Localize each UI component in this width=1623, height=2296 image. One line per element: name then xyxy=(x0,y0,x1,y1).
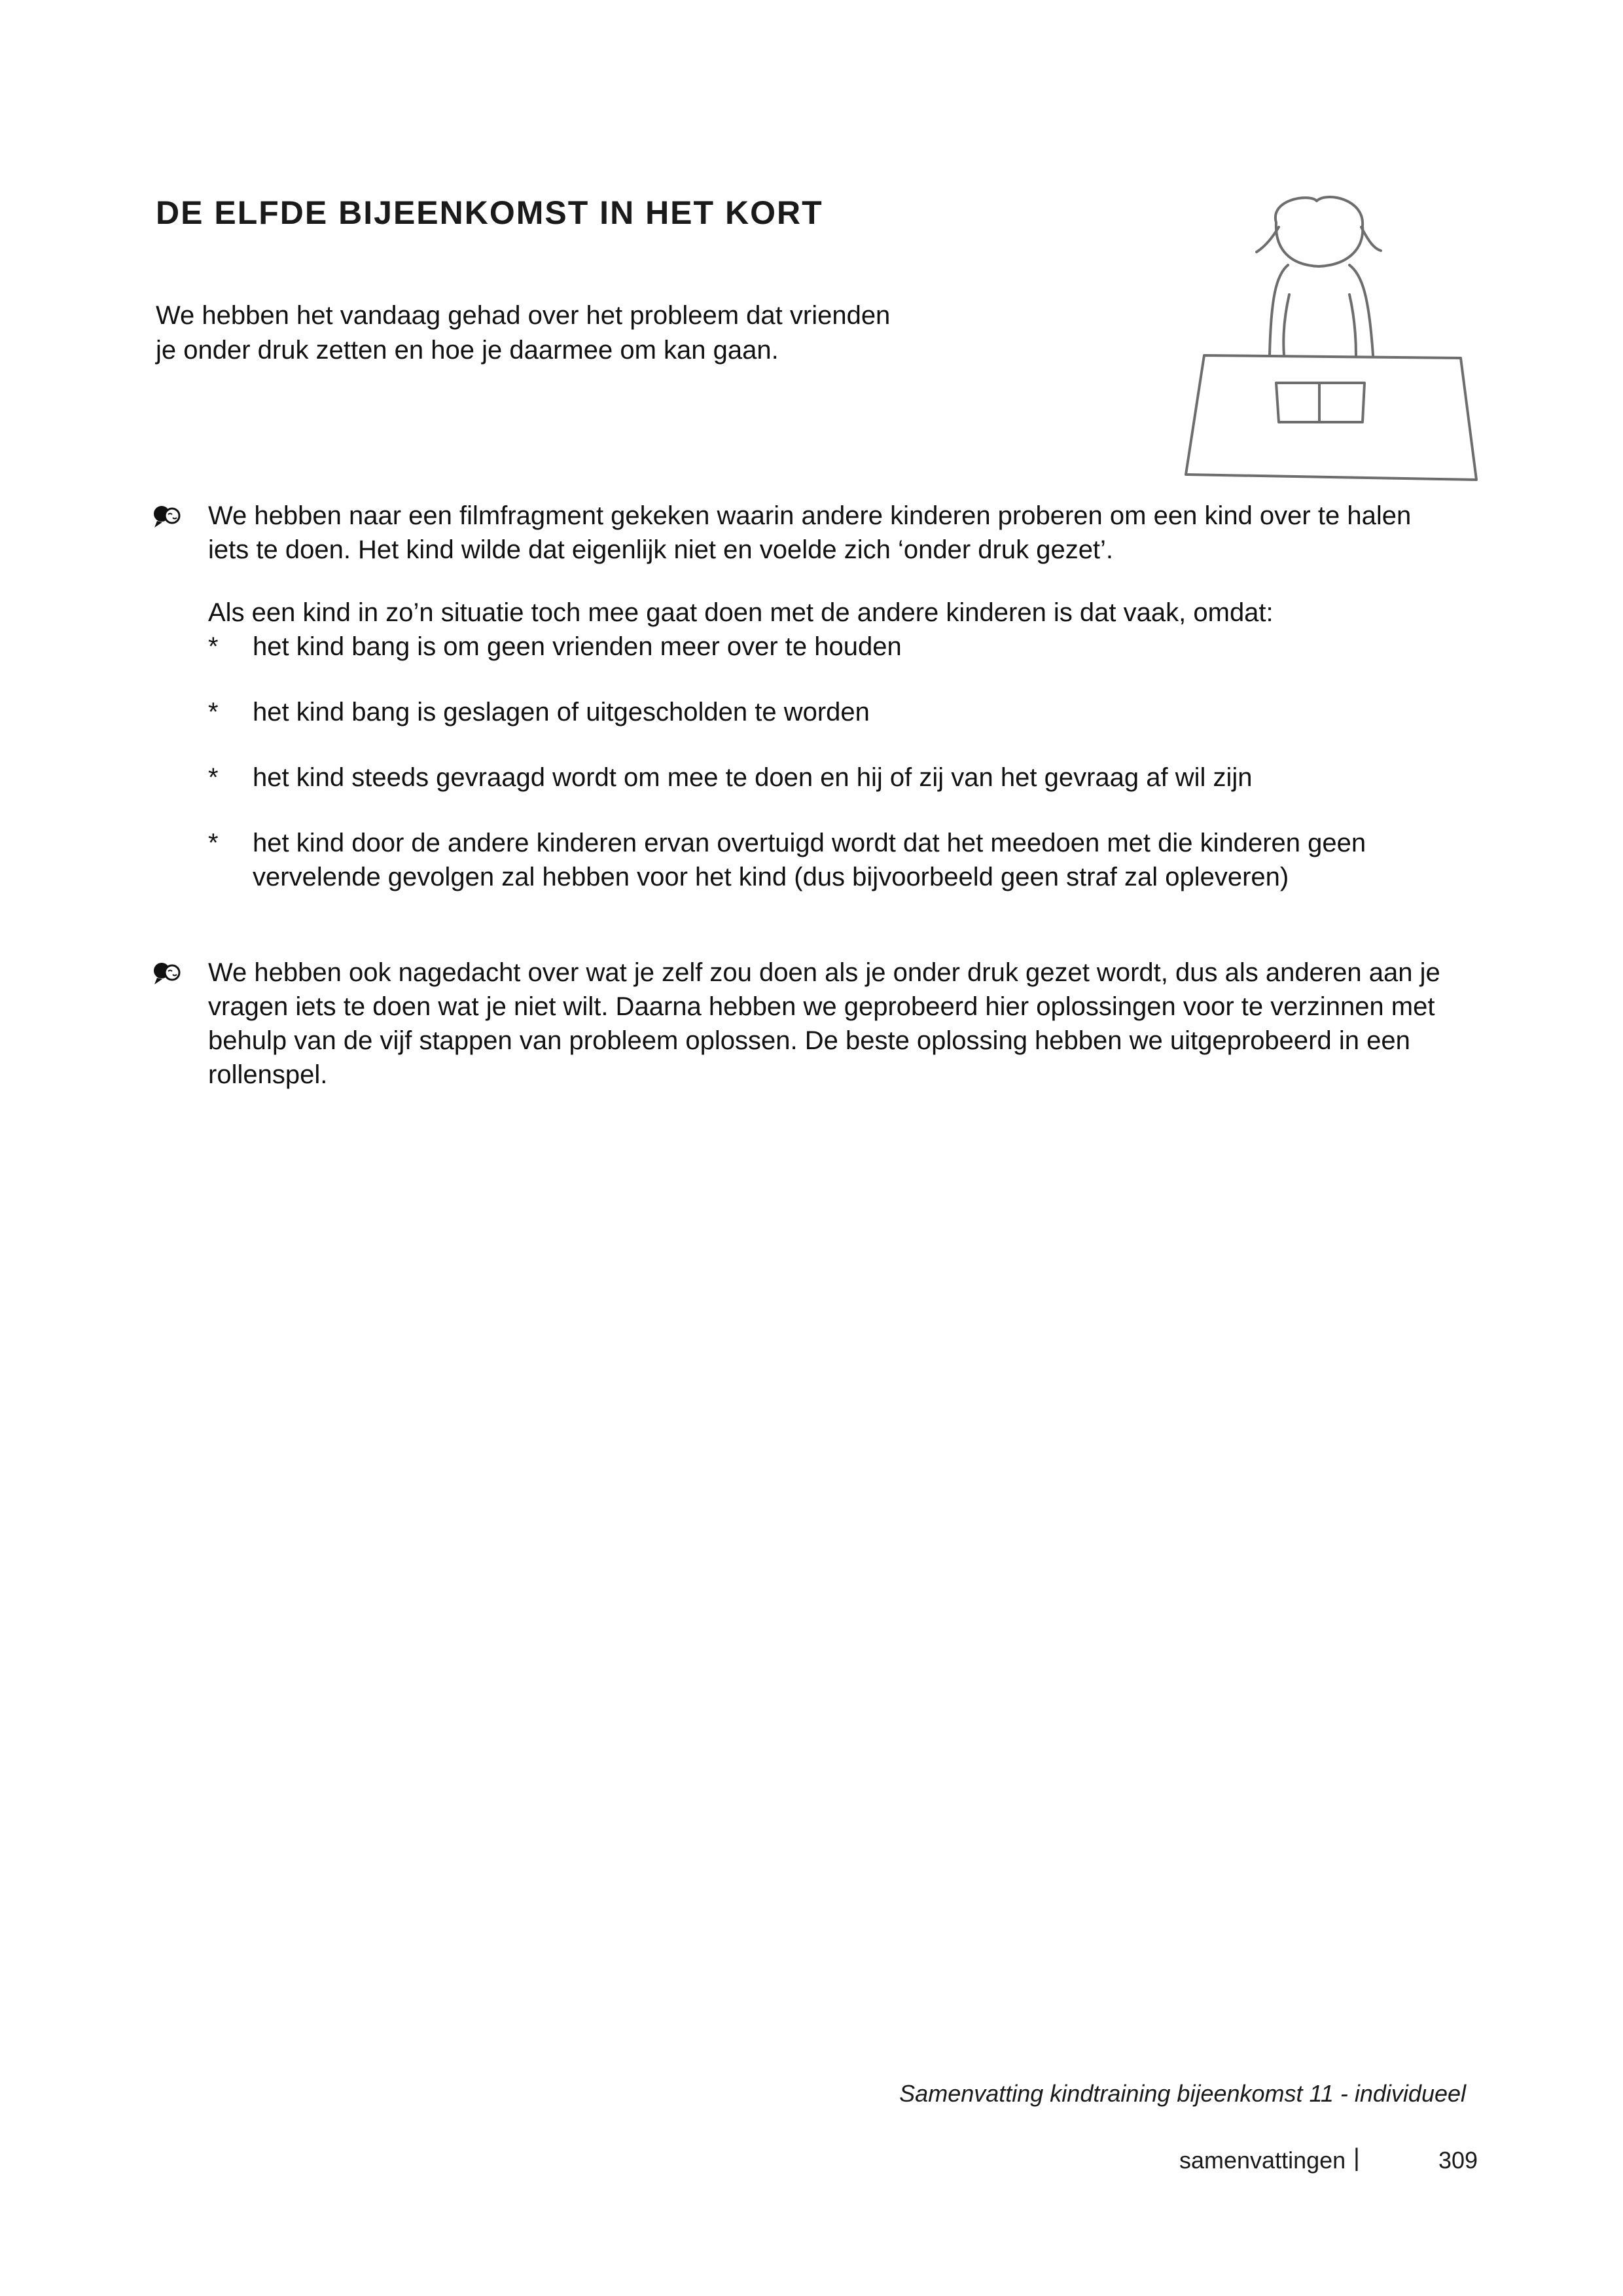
reasons-intro: Als een kind in zo’n situatie toch mee gaat doen met de andere kinderen is dat vaak, omdat: xyxy=(208,598,1274,627)
child-reading-illustration xyxy=(1178,187,1479,488)
bullet-marker: * xyxy=(208,698,219,726)
bullet-marker: * xyxy=(208,829,219,857)
paragraph-line: behulp van de vijf stappen van probleem oplossen. De beste oplossing hebben we uitgeprobeerd in een xyxy=(208,1026,1410,1055)
paragraph-line: rollenspel. xyxy=(208,1060,328,1089)
footer-section-name: samenvattingen xyxy=(1179,2147,1346,2174)
paragraph-line: iets te doen. Het kind wilde dat eigenlijk niet en voelde zich ‘onder druk gezet’. xyxy=(208,535,1114,564)
child-head xyxy=(1275,197,1363,266)
page-title: DE ELFDE BIJEENKOMST IN HET KORT xyxy=(156,194,823,231)
list-item-text: het kind steeds gevraagd wordt om mee te doen en hij of zij van het gevraag af wil zijn xyxy=(253,763,1253,792)
paragraph-peer-pressure xyxy=(208,956,1466,1092)
intro-line: We hebben het vandaag gehad over het probleem dat vrienden xyxy=(156,301,891,330)
paragraph-line: We hebben naar een filmfragment gekeken waarin andere kinderen proberen om een kind over te halen xyxy=(208,501,1412,530)
list-item-text: het kind bang is geslagen of uitgescholden te worden xyxy=(253,698,870,726)
paragraph-film-fragment xyxy=(208,499,1466,567)
child-hair-right xyxy=(1361,227,1381,251)
page-number: 309 xyxy=(1438,2147,1478,2174)
two-children-talking-icon xyxy=(152,503,182,529)
paragraph-line: We hebben ook nagedacht over wat je zelf zou doen als je onder druk gezet wordt, dus als anderen aan je xyxy=(208,958,1440,987)
child-arm-right xyxy=(1349,295,1356,355)
list-item-text: vervelende gevolgen zal hebben voor het kind (dus bijvoorbeeld geen straf zal opleveren) xyxy=(253,863,1289,891)
bullet-marker: * xyxy=(208,632,219,661)
table xyxy=(1186,355,1476,480)
footer-separator: | xyxy=(1353,2144,1360,2172)
list-item-text: het kind door de andere kinderen ervan overtuigd wordt dat het meedoen met die kinderen geen xyxy=(253,829,1366,857)
footer-summary: Samenvatting kindtraining bijeenkomst 11 - individueel xyxy=(899,2080,1466,2107)
list-item-text: het kind bang is om geen vrienden meer over te houden xyxy=(253,632,902,661)
child-arm-left xyxy=(1283,295,1289,355)
paragraph-line: vragen iets te doen wat je niet wilt. Daarna hebben we geprobeerd hier oplossingen voor te verzinnen met xyxy=(208,992,1435,1021)
intro-text xyxy=(156,298,1007,368)
two-children-talking-icon xyxy=(152,960,182,986)
child-hair-left xyxy=(1257,227,1279,252)
bullet-marker: * xyxy=(208,763,219,792)
intro-line: je onder druk zetten en hoe je daarmee om kan gaan. xyxy=(156,336,779,365)
